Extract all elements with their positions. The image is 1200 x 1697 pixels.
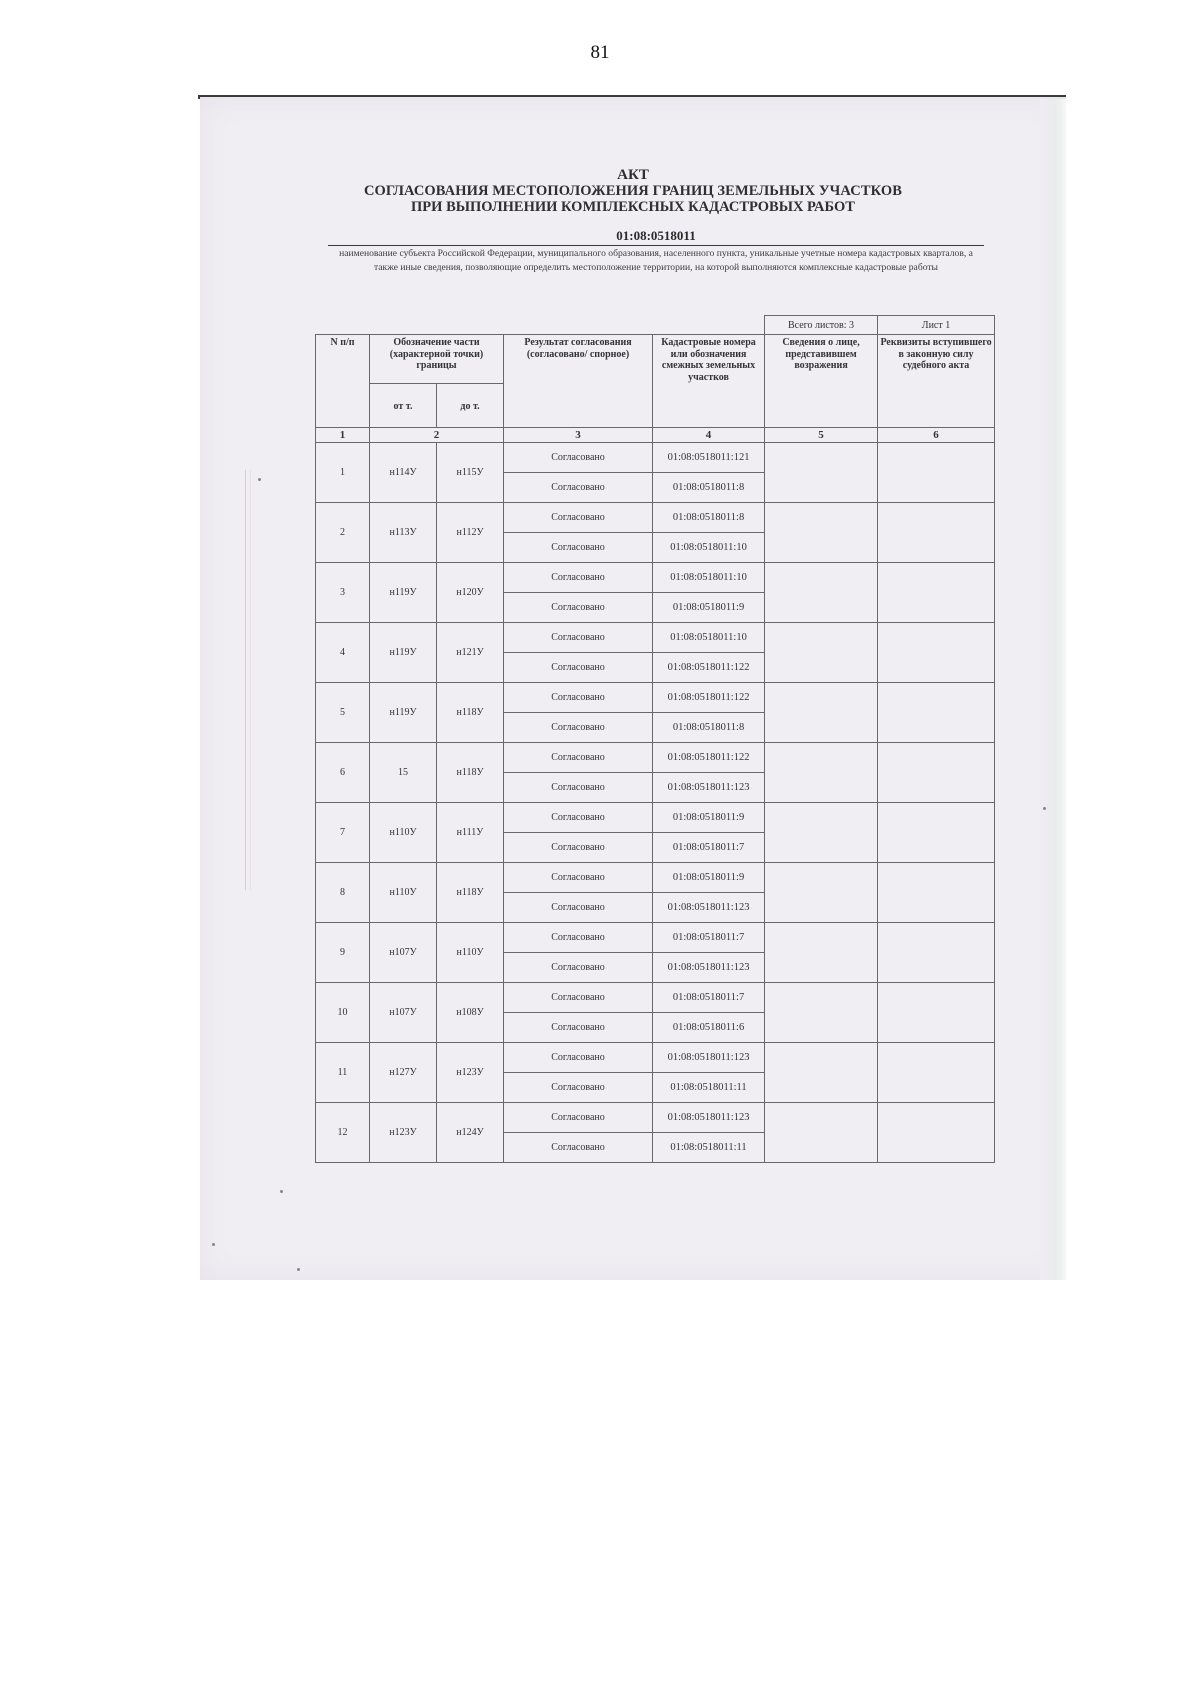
court-act-cell: [878, 1043, 995, 1103]
binding-crease: [245, 470, 251, 890]
column-number: 1: [316, 428, 370, 443]
objection-cell: [765, 1103, 878, 1163]
point-from: н127У: [370, 1043, 437, 1103]
approval-result: Согласовано: [504, 503, 653, 533]
document-subtitle-2: ПРИ ВЫПОЛНЕНИИ КОМПЛЕКСНЫХ КАДАСТРОВЫХ РАБОТ: [411, 199, 855, 215]
objection-cell: [765, 503, 878, 563]
approval-result: Согласовано: [504, 863, 653, 893]
point-from: н123У: [370, 1103, 437, 1163]
court-act-cell: [878, 743, 995, 803]
point-to: н124У: [437, 1103, 504, 1163]
header-part: Обозначение части (характерной точки) границы: [370, 335, 504, 384]
approval-result: Согласовано: [504, 803, 653, 833]
row-number: 4: [316, 623, 370, 683]
header-court: Реквизиты вступившего в законную силу судебного акта: [878, 335, 995, 428]
cadastral-number: 01:08:0518011:123: [653, 1103, 765, 1133]
cadastral-number: 01:08:0518011:6: [653, 1013, 765, 1043]
cadastral-number: 01:08:0518011:7: [653, 983, 765, 1013]
approval-result: Согласовано: [504, 533, 653, 563]
table-row: [316, 563, 995, 593]
point-from: н119У: [370, 623, 437, 683]
objection-cell: [765, 863, 878, 923]
point-to: н115У: [437, 443, 504, 503]
row-number: 8: [316, 863, 370, 923]
scan-speck: [297, 1268, 300, 1271]
point-to: н112У: [437, 503, 504, 563]
point-from: н119У: [370, 683, 437, 743]
cadastral-number: 01:08:0518011:10: [653, 533, 765, 563]
cadastral-number: 01:08:0518011:121: [653, 443, 765, 473]
point-from: н110У: [370, 803, 437, 863]
point-from: н114У: [370, 443, 437, 503]
approval-result: Согласовано: [504, 1073, 653, 1103]
cadastral-number: 01:08:0518011:122: [653, 743, 765, 773]
objection-cell: [765, 443, 878, 503]
point-to: н118У: [437, 683, 504, 743]
point-to: н123У: [437, 1043, 504, 1103]
point-from: н110У: [370, 863, 437, 923]
point-to: н108У: [437, 983, 504, 1043]
page-number: 81: [590, 42, 610, 63]
header-num: N п/п: [316, 335, 370, 428]
quarter-code-line: [328, 228, 984, 246]
scan-speck: [280, 1190, 283, 1193]
row-number: 3: [316, 563, 370, 623]
table-row: [316, 1043, 995, 1073]
approval-result: Согласовано: [504, 833, 653, 863]
row-number: 5: [316, 683, 370, 743]
table-row: [316, 743, 995, 773]
point-to: н118У: [437, 743, 504, 803]
cadastral-number: 01:08:0518011:10: [653, 623, 765, 653]
column-number: 3: [504, 428, 653, 443]
objection-cell: [765, 743, 878, 803]
point-from: 15: [370, 743, 437, 803]
point-to: н110У: [437, 923, 504, 983]
objection-cell: [765, 1043, 878, 1103]
court-act-cell: [878, 983, 995, 1043]
scan-right-edge: [1040, 99, 1066, 1280]
approval-result: Согласовано: [504, 473, 653, 503]
objection-cell: [765, 623, 878, 683]
cadastral-number: 01:08:0518011:8: [653, 713, 765, 743]
cadastral-number: 01:08:0518011:123: [653, 773, 765, 803]
document-title: АКТ: [617, 167, 649, 183]
cadastral-number: 01:08:0518011:7: [653, 833, 765, 863]
column-number: 6: [878, 428, 995, 443]
point-from: н119У: [370, 563, 437, 623]
cadastral-number: 01:08:0518011:7: [653, 923, 765, 953]
approval-result: Согласовано: [504, 443, 653, 473]
approval-result: Согласовано: [504, 773, 653, 803]
sheet-number: Лист 1: [878, 316, 995, 335]
court-act-cell: [878, 503, 995, 563]
approval-table: [315, 315, 995, 1163]
approval-result: Согласовано: [504, 1043, 653, 1073]
scan-speck: [258, 478, 261, 481]
table-row: [316, 863, 995, 893]
row-number: 9: [316, 923, 370, 983]
point-from: н113У: [370, 503, 437, 563]
table-row: [316, 1103, 995, 1133]
point-from: н107У: [370, 923, 437, 983]
approval-result: Согласовано: [504, 923, 653, 953]
table-row: [316, 683, 995, 713]
cadastral-number: 01:08:0518011:11: [653, 1073, 765, 1103]
cadastral-number: 01:08:0518011:122: [653, 683, 765, 713]
objection-cell: [765, 923, 878, 983]
approval-result: Согласовано: [504, 743, 653, 773]
document-subtitle-1: СОГЛАСОВАНИЯ МЕСТОПОЛОЖЕНИЯ ГРАНИЦ ЗЕМЕЛЬНЫХ УЧАСТКОВ: [363, 183, 902, 199]
blank-corner: [316, 316, 765, 335]
approval-result: Согласовано: [504, 1103, 653, 1133]
header-to: до т.: [437, 384, 504, 428]
table-row: [316, 443, 995, 473]
point-from: н107У: [370, 983, 437, 1043]
approval-result: Согласовано: [504, 1133, 653, 1163]
table-body: [316, 443, 995, 1163]
cadastral-number: 01:08:0518011:8: [653, 503, 765, 533]
header-objection: Сведения о лице, представившем возражения: [765, 335, 878, 428]
approval-result: Согласовано: [504, 593, 653, 623]
caption-text: наименование субъекта Российской Федерации, муниципального образования, населенного пункта, уникальные учетные номера кадастровых кварталов, а также иные сведения, позволяющие определить местоположение территории, на которой выполняются комплексные кадастровые работы: [339, 248, 973, 273]
point-to: н120У: [437, 563, 504, 623]
objection-cell: [765, 983, 878, 1043]
approval-result: Согласовано: [504, 713, 653, 743]
objection-cell: [765, 683, 878, 743]
objection-cell: [765, 803, 878, 863]
court-act-cell: [878, 803, 995, 863]
cadastral-number: 01:08:0518011:9: [653, 863, 765, 893]
table-row: [316, 983, 995, 1013]
court-act-cell: [878, 443, 995, 503]
objection-cell: [765, 563, 878, 623]
court-act-cell: [878, 683, 995, 743]
cadastral-number: 01:08:0518011:122: [653, 653, 765, 683]
table-row: [316, 923, 995, 953]
approval-result: Согласовано: [504, 653, 653, 683]
quarter-code: 01:08:0518011: [616, 228, 696, 243]
approval-result: Согласовано: [504, 953, 653, 983]
header-cadastral: Кадастровые номера или обозначения смежных земельных участков: [653, 335, 765, 428]
header-from: от т.: [370, 384, 437, 428]
cadastral-number: 01:08:0518011:8: [653, 473, 765, 503]
cadastral-number: 01:08:0518011:123: [653, 893, 765, 923]
court-act-cell: [878, 863, 995, 923]
approval-result: Согласовано: [504, 563, 653, 593]
scan-speck: [1043, 807, 1046, 810]
row-number: 7: [316, 803, 370, 863]
row-number: 1: [316, 443, 370, 503]
approval-result: Согласовано: [504, 1013, 653, 1043]
sheets-total: Всего листов: 3: [765, 316, 878, 335]
cadastral-number: 01:08:0518011:11: [653, 1133, 765, 1163]
table-row: [316, 503, 995, 533]
table-row: [316, 803, 995, 833]
cadastral-number: 01:08:0518011:123: [653, 953, 765, 983]
court-act-cell: [878, 1103, 995, 1163]
cadastral-number: 01:08:0518011:10: [653, 563, 765, 593]
approval-result: Согласовано: [504, 893, 653, 923]
header-result: Результат согласования (согласовано/ спорное): [504, 335, 653, 428]
column-number: 2: [370, 428, 504, 443]
cadastral-number: 01:08:0518011:9: [653, 803, 765, 833]
column-number: 5: [765, 428, 878, 443]
row-number: 2: [316, 503, 370, 563]
scan-speck: [212, 1243, 215, 1246]
court-act-cell: [878, 623, 995, 683]
cadastral-number: 01:08:0518011:123: [653, 1043, 765, 1073]
cadastral-number: 01:08:0518011:9: [653, 593, 765, 623]
approval-result: Согласовано: [504, 623, 653, 653]
table-row: [316, 623, 995, 653]
row-number: 11: [316, 1043, 370, 1103]
column-number: 4: [653, 428, 765, 443]
court-act-cell: [878, 923, 995, 983]
point-to: н118У: [437, 863, 504, 923]
approval-result: Согласовано: [504, 683, 653, 713]
point-to: н111У: [437, 803, 504, 863]
row-number: 10: [316, 983, 370, 1043]
row-number: 12: [316, 1103, 370, 1163]
approval-result: Согласовано: [504, 983, 653, 1013]
court-act-cell: [878, 563, 995, 623]
point-to: н121У: [437, 623, 504, 683]
row-number: 6: [316, 743, 370, 803]
